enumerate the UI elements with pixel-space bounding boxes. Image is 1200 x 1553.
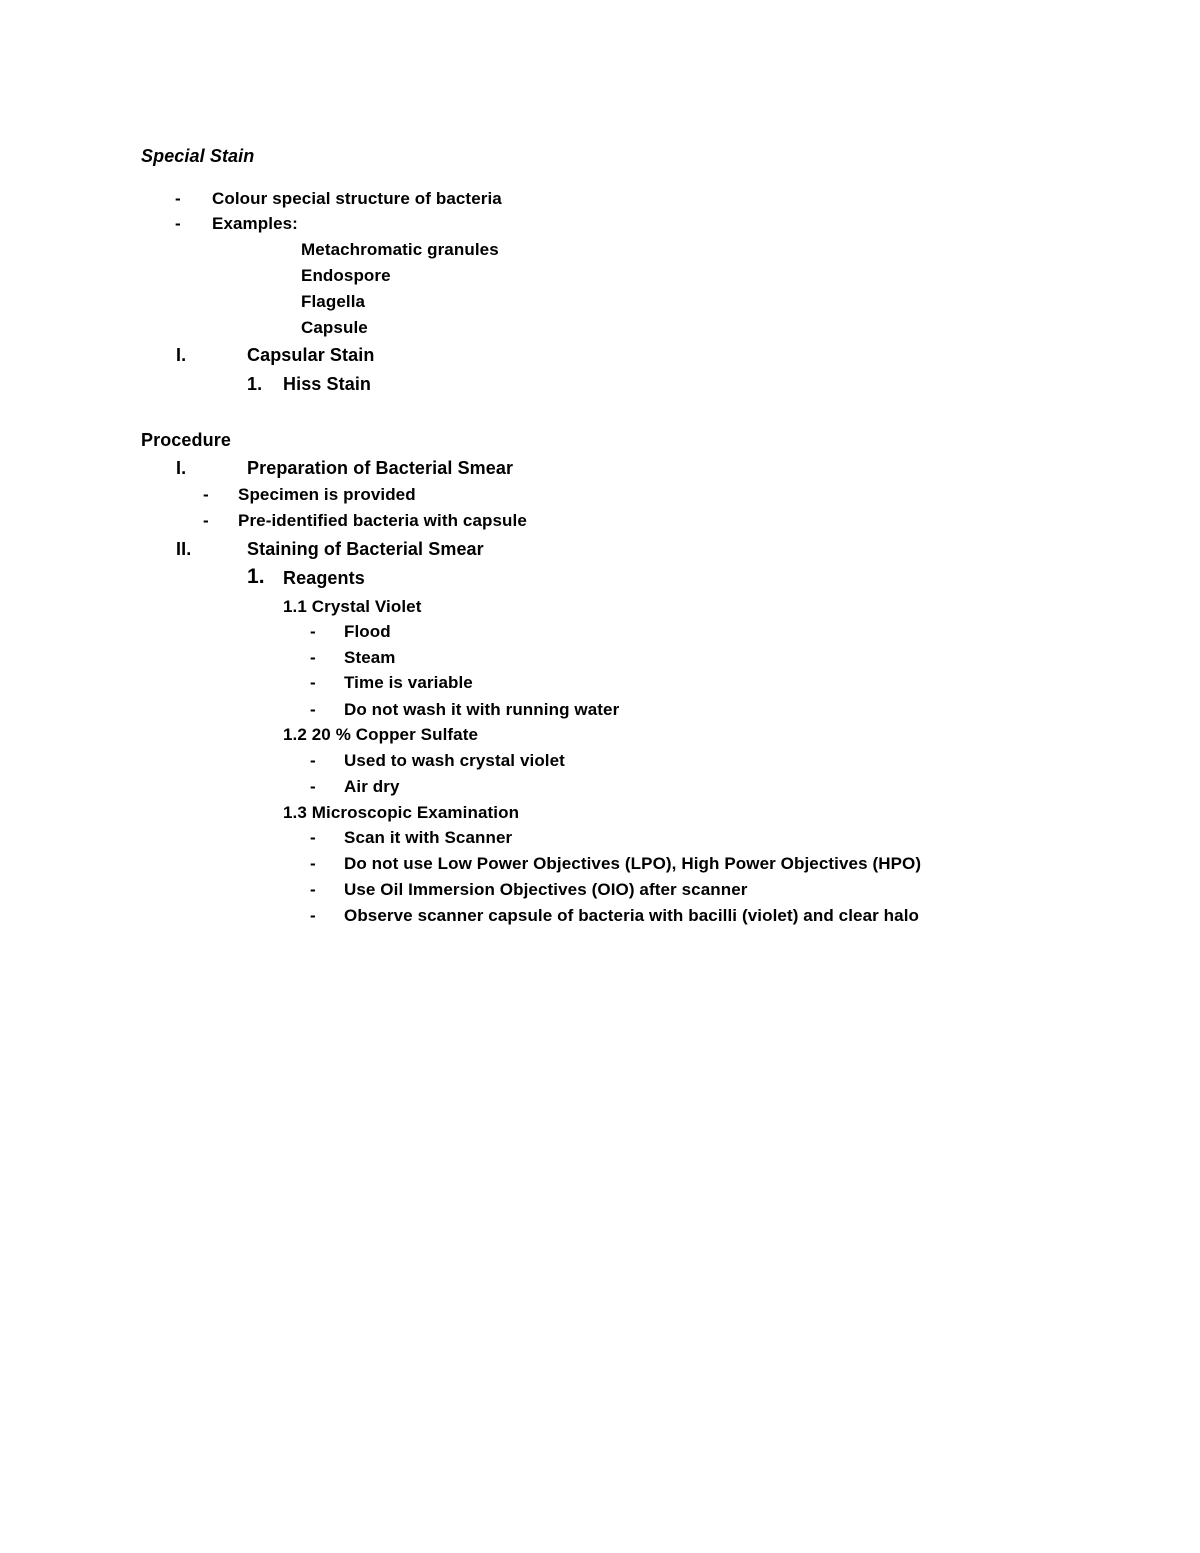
bullet-text: Used to wash crystal violet <box>344 751 565 770</box>
bullet-marker: - <box>310 648 316 667</box>
bullet-marker: - <box>310 700 316 719</box>
bullet-text: Scan it with Scanner <box>344 828 513 847</box>
bullet-text: Air dry <box>344 777 400 796</box>
procedure-title: Procedure <box>141 430 231 450</box>
list-number: 1. <box>247 565 265 588</box>
bullet-marker: - <box>310 880 316 899</box>
bullet-marker: - <box>310 673 316 692</box>
subsection-label: 1.2 20 % Copper Sulfate <box>283 725 479 744</box>
roman-numeral: I. <box>176 458 187 478</box>
bullet-text: Examples: <box>212 214 298 233</box>
bullet-marker: - <box>310 828 316 847</box>
bullet-text: Do not wash it with running water <box>344 700 620 719</box>
example-item: Flagella <box>301 292 366 311</box>
bullet-marker: - <box>310 906 316 925</box>
bullet-marker: - <box>310 751 316 770</box>
example-item: Metachromatic granules <box>301 240 499 259</box>
bullet-text: Steam <box>344 648 396 667</box>
heading-capsular-stain: Capsular Stain <box>247 345 375 365</box>
bullet-marker: - <box>175 214 181 233</box>
bullet-text: Observe scanner capsule of bacteria with bacilli (violet) and clear halo <box>344 906 920 925</box>
subsection-label: 1.1 Crystal Violet <box>283 597 422 616</box>
bullet-text: Do not use Low Power Objectives (LPO), High Power Objectives (HPO) <box>344 854 922 873</box>
example-item: Capsule <box>301 318 368 337</box>
bullet-text: Specimen is provided <box>238 485 416 504</box>
heading-hiss-stain: Hiss Stain <box>283 374 372 394</box>
bullet-text: Use Oil Immersion Objectives (OIO) after scanner <box>344 880 748 899</box>
list-number: 1. <box>247 374 263 394</box>
roman-numeral: I. <box>176 345 187 365</box>
roman-numeral: II. <box>176 539 192 559</box>
example-item: Endospore <box>301 266 391 285</box>
heading-reagents: Reagents <box>283 568 365 588</box>
heading-preparation: Preparation of Bacterial Smear <box>247 458 514 478</box>
section-title: Special Stain <box>141 146 255 166</box>
heading-staining: Staining of Bacterial Smear <box>247 539 484 559</box>
bullet-text: Pre-identified bacteria with capsule <box>238 511 527 530</box>
bullet-marker: - <box>310 854 316 873</box>
bullet-marker: - <box>203 511 209 530</box>
bullet-marker: - <box>175 189 181 208</box>
bullet-text: Colour special structure of bacteria <box>212 189 502 208</box>
bullet-marker: - <box>203 485 209 504</box>
bullet-text: Time is variable <box>344 673 473 692</box>
bullet-marker: - <box>310 777 316 796</box>
subsection-label: 1.3 Microscopic Examination <box>283 803 520 822</box>
bullet-text: Flood <box>344 622 391 641</box>
bullet-marker: - <box>310 622 316 641</box>
